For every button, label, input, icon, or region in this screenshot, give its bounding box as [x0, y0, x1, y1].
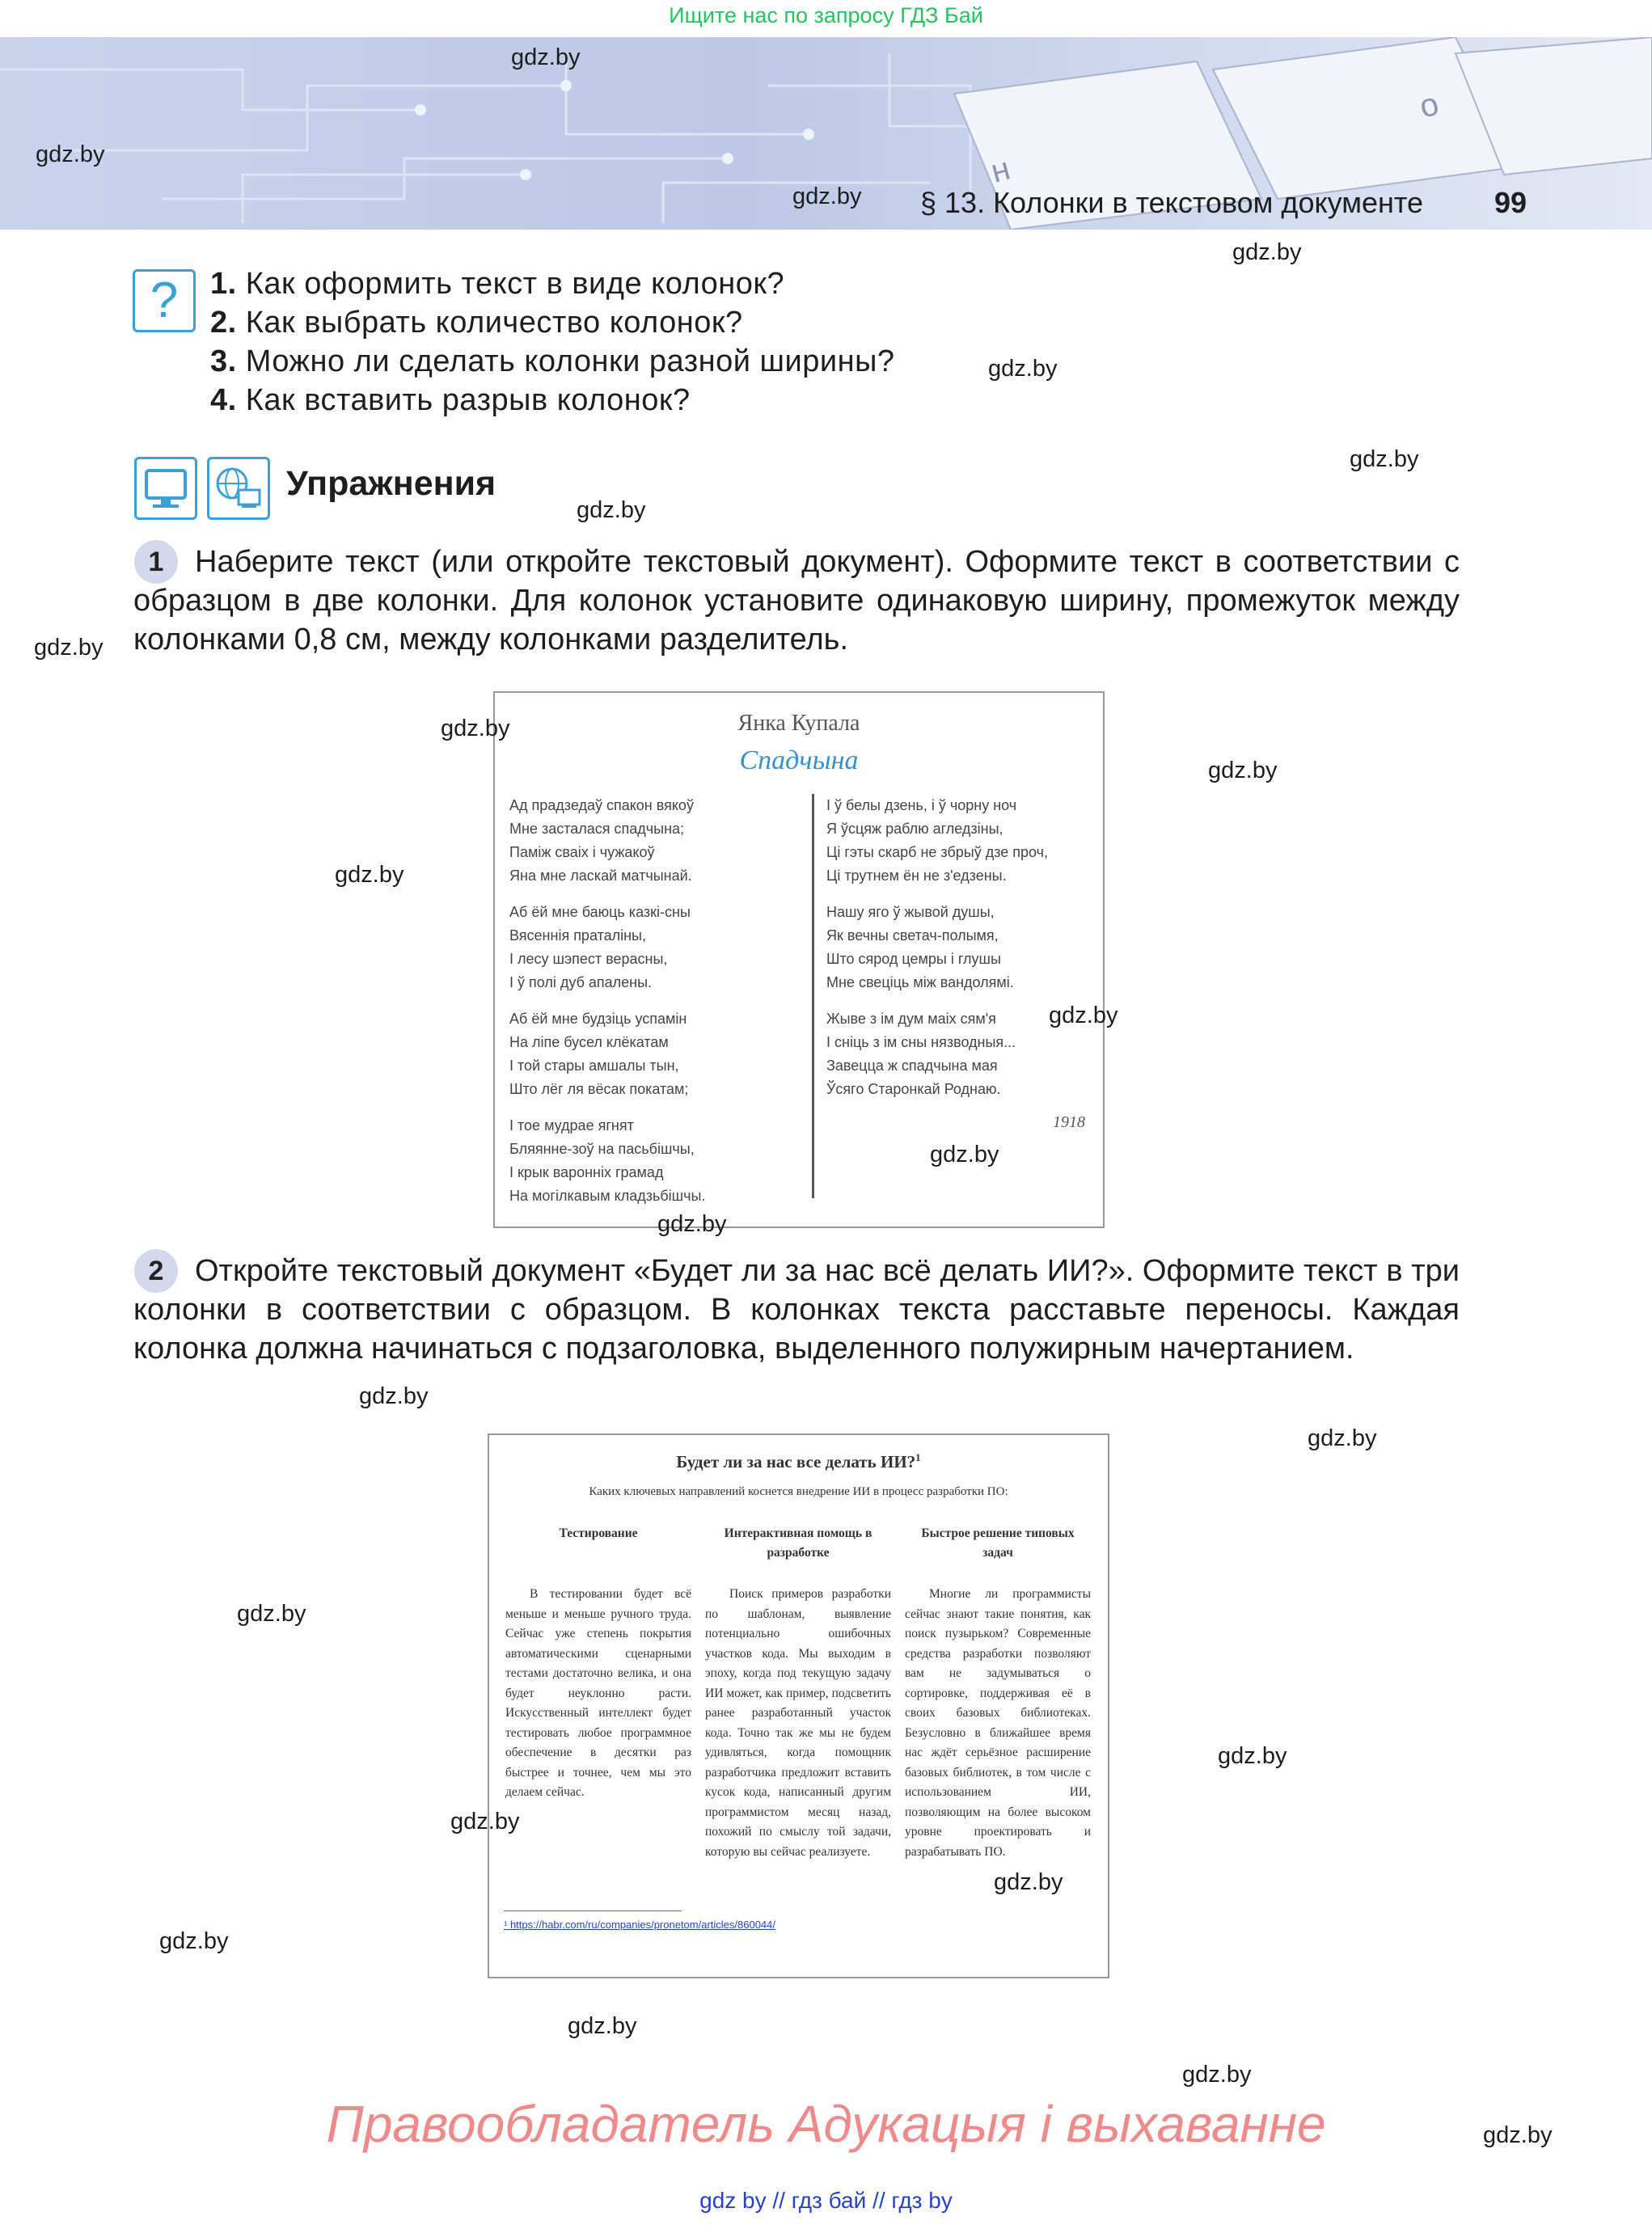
article-column-1: В тестировании будет всё меньше и меньше ручного труда. Сейчас уже степень покрытия автоматическими сценарными тестами достаточно велика, и она будет неуклонно расти. Искусственный интеллект будет тестировать любое программное обеспечение в десятки раз быстрее и точнее, чем мы это делаем сейчас.	[505, 1587, 691, 1799]
watermark: gdz.by	[1049, 1003, 1118, 1028]
article-column-2: Поиск примеров разработки по шаблонам, выявление потенциально ошибочных участков кода. Мы выходим в эпоху, когда под текущую задачу ИИ может, как пример, подсветить ранее разработанный участок кода. Точно так же мы не будем удивляться, когда помощник разработчика предложит вставить кусок кода, написанный другим программистом месяц назад, похожий по смыслу той задачи, которую вы сейчас реализуете.	[705, 1587, 891, 1859]
question-3: 3. Можно ли сделать колонки разной ширины?	[210, 344, 895, 378]
globe-computer-icon	[207, 457, 270, 520]
watermark: gdz.by	[1218, 1743, 1287, 1769]
watermark: gdz.by	[994, 1869, 1063, 1895]
exercise-2-number: 2	[134, 1249, 178, 1293]
question-icon: ?	[133, 269, 196, 332]
article-column-3: Многие ли программисты сейчас знают такие понятия, как поиск пузырьком? Современные средства разработки позволяют вам не задумываться о сортировке, поддерживая её в своих базовых библиотеках. Безусловно в ближайшее время нас ждёт серьёзное расширение базовых библиотек, в том числе с использованием ИИ, позволяющим на более высоком уровне проектировать и разрабатывать ПО.	[905, 1587, 1091, 1859]
poem-title: Спадчына	[739, 745, 859, 775]
footnote-link[interactable]: ¹ https://habr.com/ru/companies/pronetom/articles/860044/	[504, 1919, 776, 1931]
svg-text:н: н	[987, 150, 1014, 190]
poem-column-1	[509, 794, 801, 1221]
watermark: gdz.by	[1483, 2122, 1553, 2148]
stanza: Нашу яго ў жывой душы, Як вечны светач-полымя, Што сярод цемры і глушы Мне свеціць між вандолямі.	[826, 904, 1014, 990]
stanza: Аб ёй мне баюць казкі-сны Вясеннія праталіны, І лесу шэпест верасны, І ў полі дуб апалены.	[509, 904, 691, 990]
top-note[interactable]: Ищите нас по запросу ГДЗ Бай	[669, 3, 983, 27]
watermark: gdz.by	[577, 497, 646, 523]
watermark: gdz.by	[441, 716, 510, 741]
watermark: gdz.by	[930, 1142, 999, 1167]
column-heading-3: Быстрое решение типовых задач	[921, 1526, 1075, 1560]
footnote-divider	[504, 1910, 682, 1911]
question-4: 4. Как вставить разрыв колонок?	[210, 383, 691, 417]
copyright-holder: Правообладатель Адукацыя і выхаванне	[326, 2095, 1326, 2153]
watermark: gdz.by	[1208, 758, 1278, 783]
exercises-title: Упражнения	[286, 464, 496, 503]
column-heading-2: Интерактивная помощь в разработке	[724, 1526, 872, 1560]
watermark: gdz.by	[34, 635, 104, 661]
column-heading-1: Тестирование	[559, 1526, 638, 1540]
watermark: gdz.by	[511, 44, 581, 70]
watermark: gdz.by	[1232, 239, 1302, 265]
watermark: gdz.by	[237, 1601, 306, 1627]
poem-year: 1918	[1053, 1113, 1085, 1131]
watermark: gdz.by	[1308, 1425, 1377, 1451]
stanza: І ў белы дзень, і ў чорну ноч Я ўсцяж раблю агледзіны, Ці гэты скарб не збрыў дзе проч, Ці трутнем ён не з'едзены.	[826, 797, 1049, 884]
exercise-1-number: 1	[134, 540, 178, 584]
watermark: gdz.by	[792, 184, 862, 209]
exercise-2-text: Откройте текстовый документ «Будет ли за нас всё делать ИИ?». Оформите текст в три колонки в соответствии с образцом. В колонках текста расставьте переносы. Каждая колонка должна начинаться с подзаголовка, выделенного полужирным начертанием.	[133, 1254, 1460, 1366]
computer-icon	[134, 457, 197, 520]
page-number: 99	[1494, 186, 1527, 219]
watermark: gdz.by	[36, 141, 105, 167]
article-intro: Каких ключевых направлений коснется внедрение ИИ в процесс разработки ПО:	[589, 1485, 1008, 1498]
watermark: gdz.by	[988, 356, 1058, 382]
stanza: Ад прадзедаў спакон вякоў Мне засталася спадчына; Паміж сваіх і чужакоў Яна мне ласкай матчынай.	[509, 797, 694, 884]
svg-text:о: о	[1415, 86, 1443, 125]
bottom-links[interactable]: gdz by // гдз бай // гдз by	[699, 2188, 953, 2213]
stanza: Жыве з ім дум маіх сям'я І сніць з ім сны нязводныя... Завецца ж спадчына мая Ўсяго Старонкай Роднаю.	[826, 1011, 1016, 1097]
stanza: Аб ёй мне будзіць успамін На ліпе бусел клёкатам І той стары амшалы тын, Што лёг ля вёсак покатам;	[509, 1011, 689, 1097]
watermark: gdz.by	[159, 1928, 229, 1954]
article-title: Будет ли за нас все делать ИИ?$^1$	[676, 1451, 921, 1471]
watermark: gdz.by	[450, 1809, 520, 1834]
poem-author: Янка Купала	[737, 711, 860, 736]
watermark: gdz.by	[1182, 2062, 1252, 2088]
sample-article-document	[488, 1433, 1109, 1978]
question-1: 1. Как оформить текст в виде колонок?	[210, 267, 785, 301]
sample-poem-document	[493, 691, 1105, 1228]
exercise-1-text: Наберите текст (или откройте текстовый документ). Оформите текст в соответствии с образцом в две колонки. Для колонок установите одинаковую ширину, промежуток между колонками 0,8 см, между колонками разделитель.	[133, 545, 1460, 657]
column-separator	[812, 794, 814, 1198]
watermark: gdz.by	[1350, 446, 1419, 472]
watermark: gdz.by	[657, 1211, 727, 1237]
watermark: gdz.by	[359, 1383, 429, 1409]
question-2: 2. Как выбрать количество колонок?	[210, 306, 743, 340]
watermark: gdz.by	[568, 2013, 637, 2039]
poem-column-2	[826, 794, 1093, 1114]
section-title: § 13. Колонки в текстовом документе	[920, 186, 1423, 219]
stanza: І тое мудрае ягнят Бляянне-зоў на пасьбішчы, І крык варонніх грамад На могілкавым кладзьбішчы.	[509, 1117, 706, 1204]
watermark: gdz.by	[335, 862, 404, 888]
